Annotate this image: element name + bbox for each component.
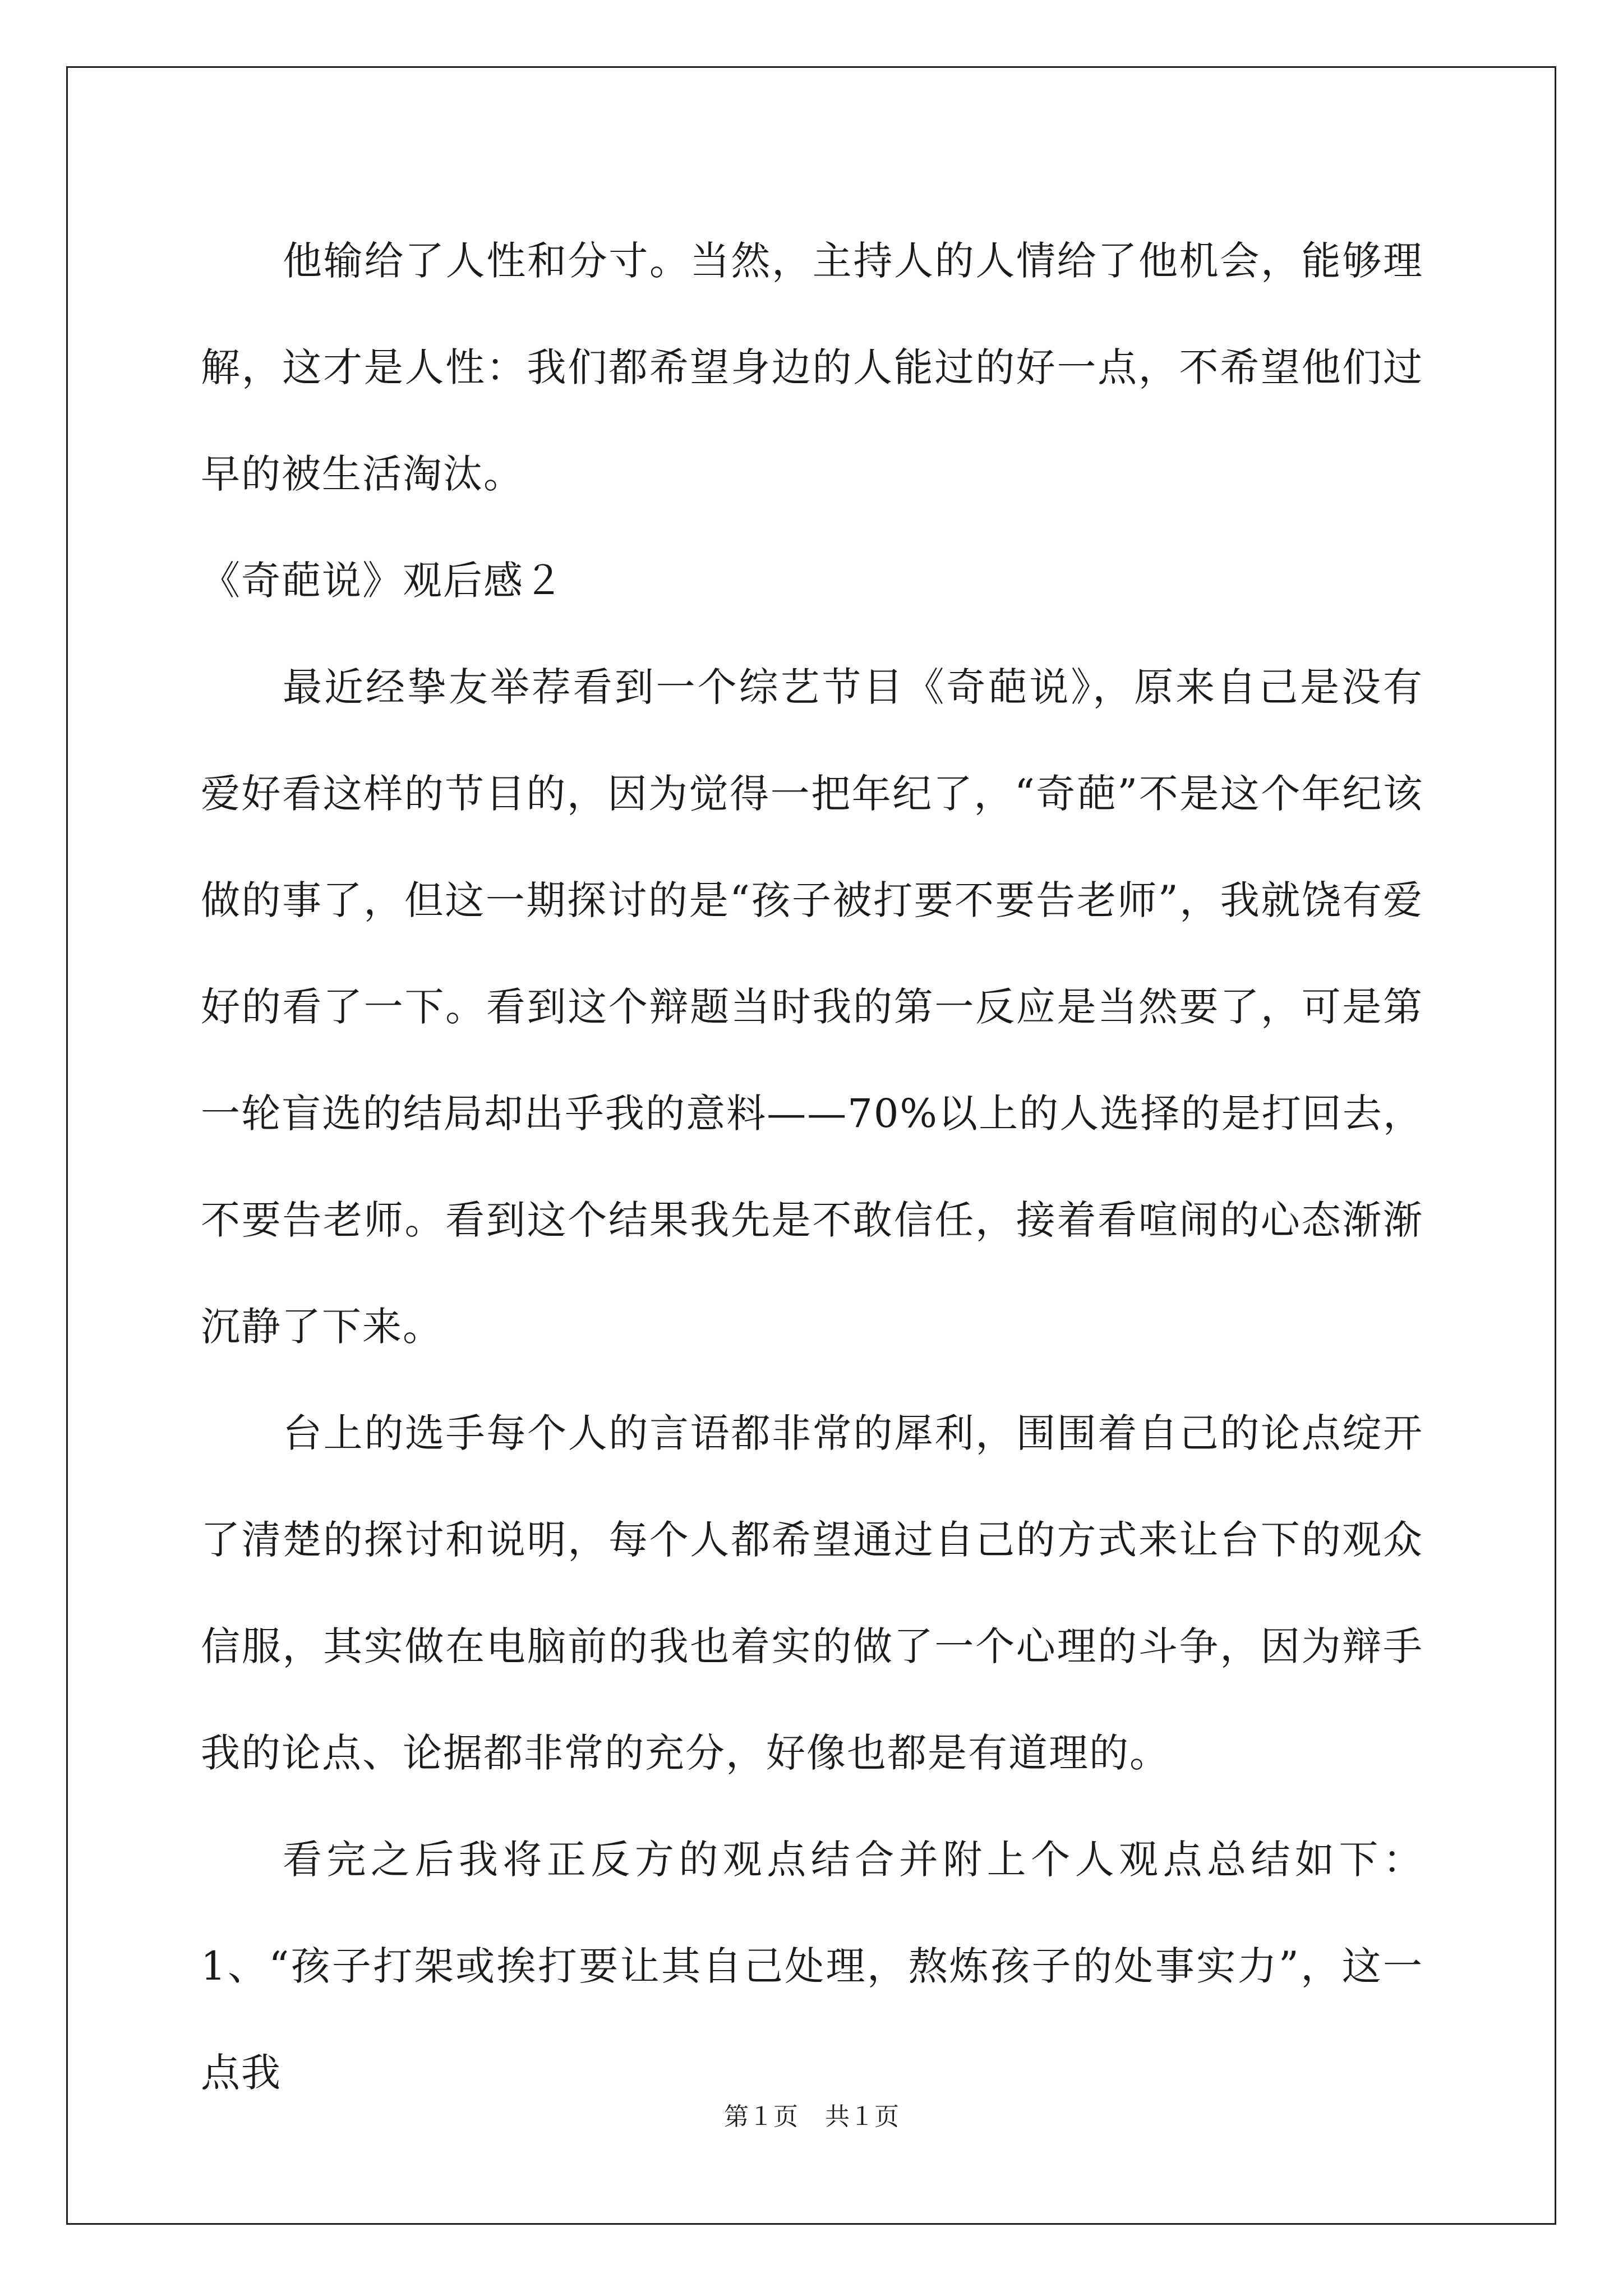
page-footer [0, 2100, 1623, 2134]
paragraph-1: 他输给了人性和分寸。当然，主持人的人情给了他机会，能够理解，这才是人性：我们都希望身边的人能过的好一点，不希望他们过早的被生活淘汰。 [201, 238, 1423, 497]
section-heading: 《奇葩说》观后感２ [201, 558, 564, 604]
paragraph-3: 台上的选手每个人的言语都非常的犀利，围围着自己的论点绽开了清楚的探讨和说明，每个人都希望通过自己的方式来让台下的观众信服，其实做在电脑前的我也着实的做了一个心理的斗争，因为辩手我的论点、论据都非常的充分，好像也都是有道理的。 [201, 1410, 1423, 1776]
page-number: 第１页 [724, 2102, 798, 2131]
page-total: 共１页 [825, 2102, 899, 2131]
document-body [201, 208, 1423, 2126]
paragraph-2: 最近经挚友举荐看到一个综艺节目《奇葩说》，原来自己是没有爱好看这样的节目的，因为觉得一把年纪了，“奇葩”不是这个年纪该做的事了，但这一期探讨的是“孩子被打要不要告老师”，我就饶有爱好的看了一下。看到这个辩题当时我的第一反应是当然要了，可是第一轮盲选的结局却出乎我的意料——70%以上的人选择的是打回去，不要告老师。看到这个结果我先是不敢信任，接着看喧闹的心态渐渐沉静了下来。 [201, 664, 1423, 1350]
paragraph-4: 看完之后我将正反方的观点结合并附上个人观点总结如下：1、“孩子打架或挨打要让其自己处理，熬炼孩子的处事实力”，这一点我 [201, 1837, 1423, 2096]
